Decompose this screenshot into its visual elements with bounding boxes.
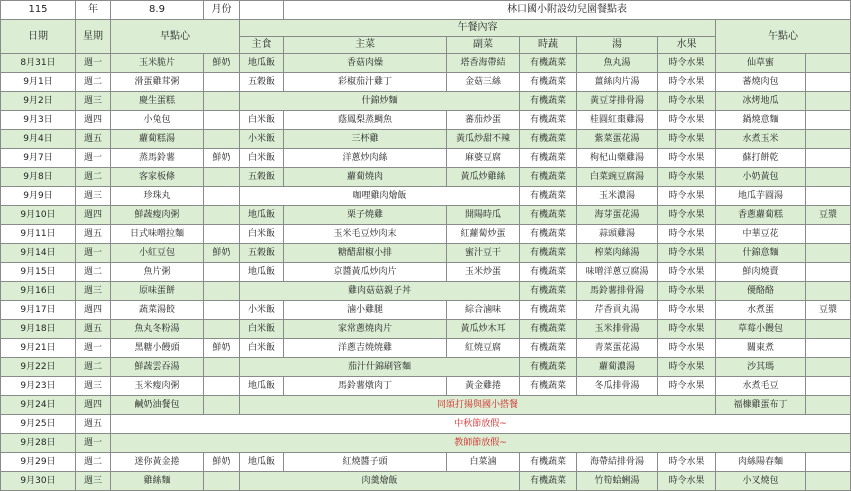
afternoon-snack-cell: 水煮毛豆	[716, 377, 806, 396]
main-dish-cell: 三杯雞	[284, 130, 447, 149]
afternoon-drink-cell	[806, 396, 851, 415]
soup-cell: 黃豆芽排骨湯	[577, 92, 658, 111]
milk-cell	[204, 396, 240, 415]
staple-cell: 地瓜飯	[240, 263, 284, 282]
date-cell: 9月30日	[1, 472, 76, 491]
milk-cell: 鮮奶	[204, 244, 240, 263]
main-dish-cell: 玉米毛豆炒肉末	[284, 225, 447, 244]
merged-meal-cell: 雞肉菇菇親子丼	[240, 282, 520, 301]
afternoon-snack-cell: 關東煮	[716, 339, 806, 358]
staple-cell: 小米飯	[240, 130, 284, 149]
weekday-cell: 週三	[76, 472, 111, 491]
header-row	[1, 1, 851, 20]
veg-cell: 有機蔬菜	[520, 377, 577, 396]
afternoon-drink-cell	[806, 73, 851, 92]
staple-cell: 白米飯	[240, 111, 284, 130]
table-row	[1, 434, 851, 453]
fruit-cell: 時令水果	[658, 244, 716, 263]
afternoon-drink-cell	[806, 187, 851, 206]
weekday-cell: 週三	[76, 282, 111, 301]
fruit-cell: 時令水果	[658, 339, 716, 358]
milk-cell	[204, 225, 240, 244]
side-dish-cell: 紅蘿蔔炒蛋	[447, 225, 520, 244]
table-row	[1, 396, 851, 415]
afternoon-drink-cell	[806, 244, 851, 263]
breakfast-cell: 蒸馬鈴薯	[111, 149, 204, 168]
breakfast-cell: 黑糖小饅頭	[111, 339, 204, 358]
date-cell: 9月21日	[1, 339, 76, 358]
date-cell: 9月14日	[1, 244, 76, 263]
afternoon-snack-cell: 中華豆花	[716, 225, 806, 244]
milk-cell	[204, 263, 240, 282]
soup-cell: 冬瓜排骨湯	[577, 377, 658, 396]
table-row	[1, 244, 851, 263]
main-dish-cell: 紅燒醬子頭	[284, 453, 447, 472]
date-cell: 9月23日	[1, 377, 76, 396]
afternoon-snack-cell: 肉絲陽春麵	[716, 453, 806, 472]
weekday-cell: 週一	[76, 244, 111, 263]
milk-cell: 鮮奶	[204, 54, 240, 73]
fruit-cell: 時令水果	[658, 54, 716, 73]
veg-cell: 有機蔬菜	[520, 168, 577, 187]
afternoon-snack-cell: 沙其瑪	[716, 358, 806, 377]
date-cell: 9月28日	[1, 434, 76, 453]
fruit-cell: 時令水果	[658, 377, 716, 396]
breakfast-cell: 原味蛋餅	[111, 282, 204, 301]
merged-meal-cell: 肉羹燴飯	[240, 472, 520, 491]
side-dish-cell: 紅燒豆腐	[447, 339, 520, 358]
main-dish-cell: 蘿蔔燒肉	[284, 168, 447, 187]
soup-cell: 竹筍蛤蜊湯	[577, 472, 658, 491]
breakfast-cell: 雞絲麵	[111, 472, 204, 491]
veg-cell: 有機蔬菜	[520, 92, 577, 111]
breakfast-cell: 珍珠丸	[111, 187, 204, 206]
veg-cell: 有機蔬菜	[520, 282, 577, 301]
staple-cell: 白米飯	[240, 320, 284, 339]
fruit-cell: 時令水果	[658, 225, 716, 244]
staple-cell: 五穀飯	[240, 168, 284, 187]
main-dish-cell: 香菇肉燥	[284, 54, 447, 73]
side-dish-cell: 塔香海帶結	[447, 54, 520, 73]
date-cell: 9月9日	[1, 187, 76, 206]
col-staple: 主食	[240, 37, 284, 54]
soup-cell: 蒜頭雞湯	[577, 225, 658, 244]
merged-meal-cell: 咖哩雞肉燴飯	[240, 187, 520, 206]
side-dish-cell: 黃金雞捲	[447, 377, 520, 396]
afternoon-drink-cell: 豆漿	[806, 206, 851, 225]
afternoon-drink-cell	[806, 130, 851, 149]
milk-cell: 鮮奶	[204, 339, 240, 358]
soup-cell: 味噌洋蔥豆腐湯	[577, 263, 658, 282]
main-dish-cell: 栗子燒雞	[284, 206, 447, 225]
soup-cell: 薑絲肉片湯	[577, 73, 658, 92]
weekday-cell: 週二	[76, 263, 111, 282]
veg-cell: 有機蔬菜	[520, 453, 577, 472]
table-row	[1, 187, 851, 206]
col-date: 日期	[1, 20, 76, 54]
afternoon-snack-cell: 小叉燒包	[716, 472, 806, 491]
staple-cell: 五穀飯	[240, 244, 284, 263]
afternoon-drink-cell: 豆漿	[806, 301, 851, 320]
milk-cell	[204, 73, 240, 92]
side-dish-cell: 蕃茄炒蛋	[447, 111, 520, 130]
milk-cell	[204, 320, 240, 339]
weekday-cell: 週三	[76, 187, 111, 206]
afternoon-snack-cell: 地瓜芋圓湯	[716, 187, 806, 206]
breakfast-cell: 慶生蛋糕	[111, 92, 204, 111]
fruit-cell: 時令水果	[658, 282, 716, 301]
table-row	[1, 92, 851, 111]
staple-cell: 地瓜飯	[240, 206, 284, 225]
date-cell: 9月25日	[1, 415, 76, 434]
breakfast-cell: 鮮蔬瘦肉粥	[111, 206, 204, 225]
staple-cell: 小米飯	[240, 301, 284, 320]
main-dish-cell: 滷小雞腿	[284, 301, 447, 320]
soup-cell: 枸杞山藥雞湯	[577, 149, 658, 168]
afternoon-drink-cell	[806, 472, 851, 491]
side-dish-cell: 黃瓜炒木耳	[447, 320, 520, 339]
date-cell: 9月10日	[1, 206, 76, 225]
staple-cell: 地瓜飯	[240, 54, 284, 73]
milk-cell	[204, 187, 240, 206]
breakfast-cell: 魚丸冬粉湯	[111, 320, 204, 339]
side-dish-cell: 白菜滷	[447, 453, 520, 472]
fruit-cell: 時令水果	[658, 130, 716, 149]
weekday-cell: 週五	[76, 320, 111, 339]
fruit-cell: 時令水果	[658, 301, 716, 320]
milk-cell: 鮮奶	[204, 149, 240, 168]
milk-cell	[204, 206, 240, 225]
staple-cell: 白米飯	[240, 149, 284, 168]
weekday-cell: 週一	[76, 434, 111, 453]
veg-cell: 有機蔬菜	[520, 358, 577, 377]
afternoon-drink-cell	[806, 377, 851, 396]
afternoon-snack-cell: 鮮肉燒賣	[716, 263, 806, 282]
col-soup: 湯	[577, 37, 658, 54]
soup-cell: 桂圓紅棗雞湯	[577, 111, 658, 130]
side-dish-cell: 黃瓜炒甜不辣	[447, 130, 520, 149]
date-cell: 9月4日	[1, 130, 76, 149]
col-lunch: 午餐內容	[240, 20, 716, 37]
weekday-cell: 週二	[76, 358, 111, 377]
staple-cell: 五穀飯	[240, 73, 284, 92]
table-row	[1, 73, 851, 92]
date-cell: 9月17日	[1, 301, 76, 320]
column-header-row	[1, 20, 851, 37]
afternoon-snack-cell: 水煮玉米	[716, 130, 806, 149]
soup-cell: 魚丸湯	[577, 54, 658, 73]
col-side: 副菜	[447, 37, 520, 54]
veg-cell: 有機蔬菜	[520, 187, 577, 206]
soup-cell: 馬鈴薯排骨湯	[577, 282, 658, 301]
date-cell: 9月1日	[1, 73, 76, 92]
breakfast-cell: 小紅豆包	[111, 244, 204, 263]
afternoon-snack-cell: 香蔥蘿蔔糕	[716, 206, 806, 225]
fruit-cell: 時令水果	[658, 263, 716, 282]
soup-cell: 海芽蛋花湯	[577, 206, 658, 225]
weekday-cell: 週三	[76, 377, 111, 396]
veg-cell: 有機蔬菜	[520, 339, 577, 358]
col-veg: 時蔬	[520, 37, 577, 54]
milk-cell	[204, 111, 240, 130]
year-value: 115	[1, 1, 76, 20]
weekday-cell: 週一	[76, 54, 111, 73]
afternoon-drink-cell	[806, 54, 851, 73]
date-cell: 9月7日	[1, 149, 76, 168]
breakfast-cell: 蘿蔔糕湯	[111, 130, 204, 149]
fruit-cell: 時令水果	[658, 472, 716, 491]
afternoon-snack-cell: 蕃燒肉包	[716, 73, 806, 92]
date-cell: 9月29日	[1, 453, 76, 472]
fruit-cell: 時令水果	[658, 73, 716, 92]
milk-cell: 鮮奶	[204, 453, 240, 472]
weekday-cell: 週二	[76, 168, 111, 187]
breakfast-cell: 日式味噌拉麵	[111, 225, 204, 244]
main-dish-cell: 蔭鳳梨蒸鯛魚	[284, 111, 447, 130]
veg-cell: 有機蔬菜	[520, 320, 577, 339]
afternoon-drink-cell	[806, 111, 851, 130]
veg-cell: 有機蔬菜	[520, 73, 577, 92]
breakfast-cell: 玉米脆片	[111, 54, 204, 73]
side-dish-cell: 金菇三絲	[447, 73, 520, 92]
table-row	[1, 225, 851, 244]
main-dish-cell: 家常蔥燒肉片	[284, 320, 447, 339]
afternoon-drink-cell	[806, 263, 851, 282]
breakfast-cell: 迷你黃金捲	[111, 453, 204, 472]
weekday-cell: 週二	[76, 73, 111, 92]
staple-cell: 地瓜飯	[240, 453, 284, 472]
date-cell: 9月24日	[1, 396, 76, 415]
main-dish-cell: 彩椒茄汁雞丁	[284, 73, 447, 92]
milk-cell	[204, 130, 240, 149]
col-weekday: 星期	[76, 20, 111, 54]
main-dish-cell: 馬鈴薯燉肉丁	[284, 377, 447, 396]
afternoon-drink-cell	[806, 149, 851, 168]
breakfast-cell: 小兔包	[111, 111, 204, 130]
table-row	[1, 263, 851, 282]
fruit-cell: 時令水果	[658, 453, 716, 472]
weekday-cell: 週五	[76, 130, 111, 149]
side-dish-cell: 開陽時瓜	[447, 206, 520, 225]
table-row	[1, 54, 851, 73]
month-unit: 月份	[204, 1, 240, 20]
table-row	[1, 339, 851, 358]
afternoon-drink-cell	[806, 358, 851, 377]
date-cell: 9月18日	[1, 320, 76, 339]
afternoon-snack-cell: 仙草蜜	[716, 54, 806, 73]
date-cell: 8月31日	[1, 54, 76, 73]
veg-cell: 有機蔬菜	[520, 111, 577, 130]
milk-cell	[204, 282, 240, 301]
afternoon-drink-cell	[806, 92, 851, 111]
breakfast-cell: 蔬菜湯餃	[111, 301, 204, 320]
afternoon-snack-cell: 小奶黃包	[716, 168, 806, 187]
table-row	[1, 130, 851, 149]
date-cell: 9月2日	[1, 92, 76, 111]
table-row	[1, 149, 851, 168]
afternoon-snack-cell: 蘇打餅乾	[716, 149, 806, 168]
table-row	[1, 111, 851, 130]
afternoon-drink-cell	[806, 453, 851, 472]
weekday-cell: 週四	[76, 111, 111, 130]
staple-cell: 白米飯	[240, 225, 284, 244]
staple-cell: 地瓜飯	[240, 377, 284, 396]
veg-cell: 有機蔬菜	[520, 149, 577, 168]
col-afternoon: 午點心	[716, 20, 851, 54]
veg-cell: 有機蔬菜	[520, 225, 577, 244]
fruit-cell: 時令水果	[658, 358, 716, 377]
milk-cell	[204, 301, 240, 320]
main-dish-cell: 洋蔥吉燒燒雞	[284, 339, 447, 358]
weekday-cell: 週四	[76, 206, 111, 225]
table-row	[1, 472, 851, 491]
date-cell: 9月3日	[1, 111, 76, 130]
soup-cell: 玉米濃湯	[577, 187, 658, 206]
merged-meal-cell: 什錦炒麵	[240, 92, 520, 111]
side-dish-cell: 綜合滷味	[447, 301, 520, 320]
milk-cell	[204, 472, 240, 491]
side-dish-cell: 蜜汁豆干	[447, 244, 520, 263]
afternoon-snack-cell: 優酪酪	[716, 282, 806, 301]
date-cell: 9月8日	[1, 168, 76, 187]
milk-cell	[204, 92, 240, 111]
date-cell: 9月22日	[1, 358, 76, 377]
col-fruit: 水果	[658, 37, 716, 54]
breakfast-cell: 玉米瘦肉粥	[111, 377, 204, 396]
afternoon-drink-cell	[806, 339, 851, 358]
table-row	[1, 206, 851, 225]
breakfast-cell: 客家板條	[111, 168, 204, 187]
veg-cell: 有機蔬菜	[520, 206, 577, 225]
weekday-cell: 週四	[76, 396, 111, 415]
afternoon-snack-cell: 福槺雞蛋布丁	[716, 396, 806, 415]
weekday-cell: 週一	[76, 149, 111, 168]
afternoon-snack-cell: 水煮蛋	[716, 301, 806, 320]
weekday-cell: 週五	[76, 415, 111, 434]
year-unit: 年	[76, 1, 111, 20]
soup-cell: 蘿蔔濃湯	[577, 358, 658, 377]
veg-cell: 有機蔬菜	[520, 301, 577, 320]
breakfast-cell: 滑蛋雞茸粥	[111, 73, 204, 92]
milk-cell	[204, 168, 240, 187]
fruit-cell: 時令水果	[658, 92, 716, 111]
merged-meal-cell: 茄汁什錦刷管麵	[240, 358, 520, 377]
milk-cell	[204, 358, 240, 377]
fruit-cell: 時令水果	[658, 187, 716, 206]
date-cell: 9月15日	[1, 263, 76, 282]
afternoon-drink-cell	[806, 282, 851, 301]
soup-cell: 青菜蛋花湯	[577, 339, 658, 358]
weekday-cell: 週五	[76, 225, 111, 244]
breakfast-cell: 魚片粥	[111, 263, 204, 282]
afternoon-drink-cell	[806, 225, 851, 244]
holiday-cell: 教師節放假~	[111, 434, 851, 453]
soup-cell: 榨菜肉絲湯	[577, 244, 658, 263]
holiday-cell: 中秋節放假~	[111, 415, 851, 434]
fruit-cell: 時令水果	[658, 149, 716, 168]
page-title: 林口國小附設幼兒園餐點表	[284, 1, 851, 20]
afternoon-snack-cell: 冰烤地瓜	[716, 92, 806, 111]
date-cell: 9月11日	[1, 225, 76, 244]
table-row	[1, 453, 851, 472]
breakfast-cell: 鮮蔬雲吞湯	[111, 358, 204, 377]
soup-cell: 芹香貢丸湯	[577, 301, 658, 320]
afternoon-snack-cell: 草莓小饅包	[716, 320, 806, 339]
weekday-cell: 週三	[76, 92, 111, 111]
veg-cell: 有機蔬菜	[520, 54, 577, 73]
staple-cell: 白米飯	[240, 339, 284, 358]
table-row	[1, 358, 851, 377]
weekday-cell: 週一	[76, 339, 111, 358]
fruit-cell: 時令水果	[658, 320, 716, 339]
main-dish-cell: 洋蔥炒肉絲	[284, 149, 447, 168]
table-row	[1, 415, 851, 434]
soup-cell: 玉米排骨湯	[577, 320, 658, 339]
col-breakfast: 早點心	[111, 20, 240, 54]
afternoon-drink-cell	[806, 320, 851, 339]
fruit-cell: 時令水果	[658, 111, 716, 130]
side-dish-cell: 玉米炒蛋	[447, 263, 520, 282]
table-row	[1, 168, 851, 187]
afternoon-snack-cell: 什錦意麵	[716, 244, 806, 263]
date-cell: 9月16日	[1, 282, 76, 301]
breakfast-cell: 鹹奶油餐包	[111, 396, 204, 415]
fruit-cell: 時令水果	[658, 168, 716, 187]
soup-cell: 海帶結排骨湯	[577, 453, 658, 472]
col-main: 主菜	[284, 37, 447, 54]
milk-cell	[204, 377, 240, 396]
afternoon-drink-cell	[806, 168, 851, 187]
afternoon-snack-cell: 鍋燒意麵	[716, 111, 806, 130]
main-dish-cell: 京醬黃瓜炒肉片	[284, 263, 447, 282]
side-dish-cell: 麻婆豆腐	[447, 149, 520, 168]
fruit-cell: 時令水果	[658, 206, 716, 225]
soup-cell: 紫菜蛋花湯	[577, 130, 658, 149]
month-value: 8.9	[111, 1, 204, 20]
veg-cell: 有機蔬菜	[520, 263, 577, 282]
veg-cell: 有機蔬菜	[520, 472, 577, 491]
weekday-cell: 週四	[76, 301, 111, 320]
table-row	[1, 282, 851, 301]
note-cell: 同頌打揚與國小搭餐	[240, 396, 716, 415]
soup-cell: 白菜豌豆腐湯	[577, 168, 658, 187]
main-dish-cell: 糖醋甜椒小排	[284, 244, 447, 263]
weekday-cell: 週二	[76, 453, 111, 472]
veg-cell: 有機蔬菜	[520, 130, 577, 149]
veg-cell: 有機蔬菜	[520, 244, 577, 263]
table-row	[1, 301, 851, 320]
side-dish-cell: 黃瓜炒雞絲	[447, 168, 520, 187]
table-row	[1, 377, 851, 396]
table-row	[1, 320, 851, 339]
